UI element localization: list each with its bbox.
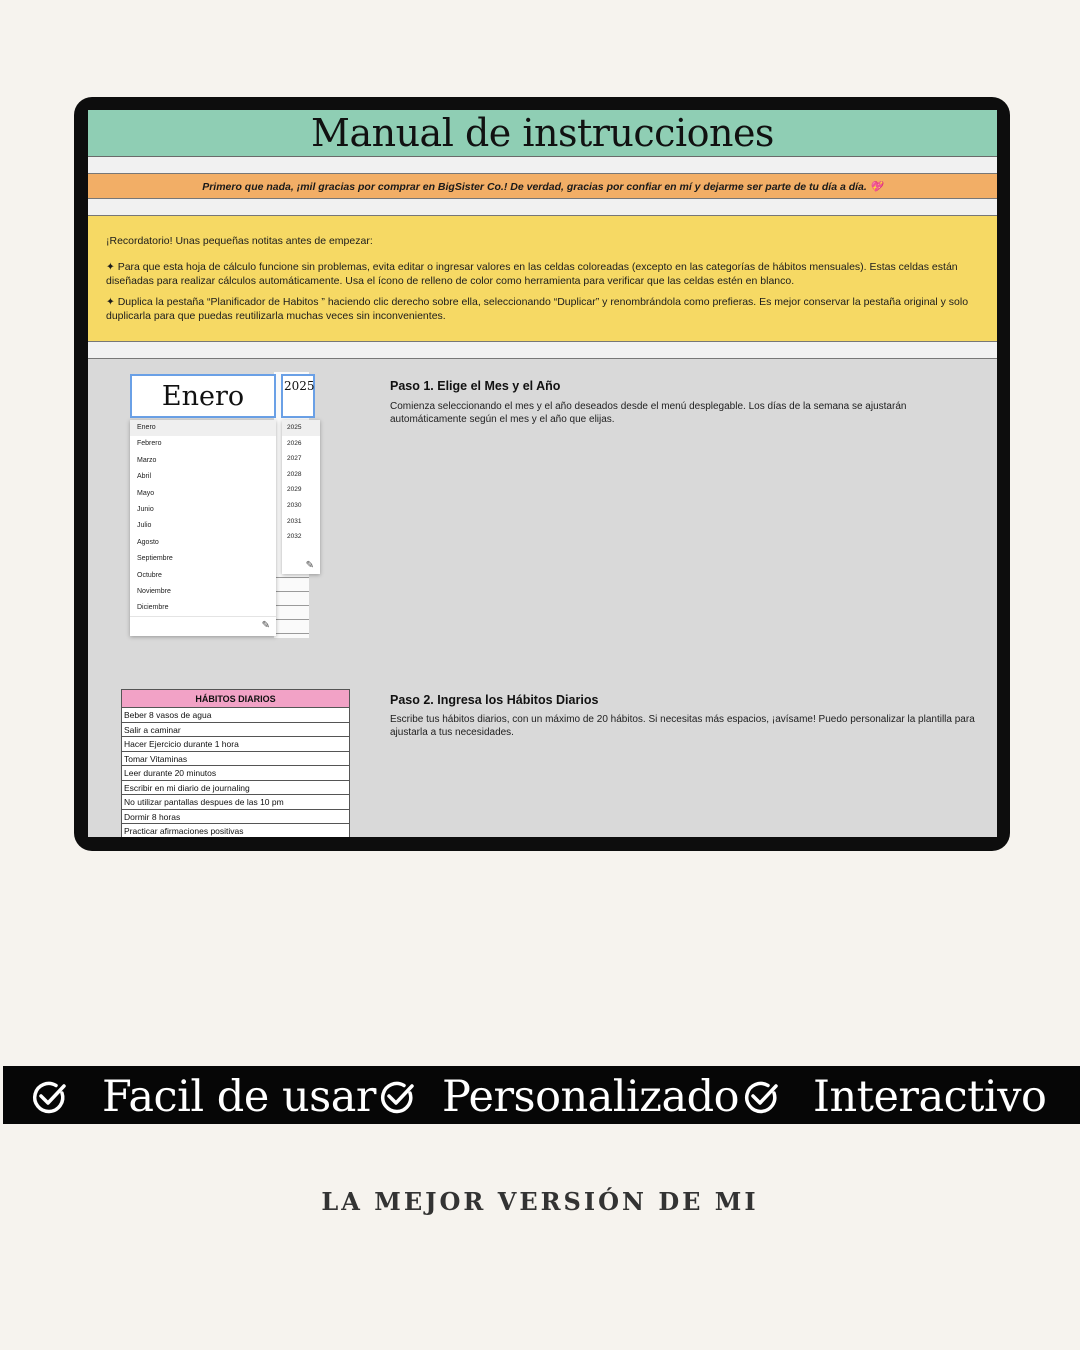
month-select[interactable]: Enero	[130, 374, 276, 418]
reminder-note-1: ✦ Para que esta hoja de cálculo funcione sin problemas, evita editar o ingresar valores en las celdas coloreadas (excepto en las categorías de hábitos mensuales). Estas celdas están diseñadas para realizar cálculos automáticamente. Usa el ícono de relleno de color como herramienta para verificar que las celdas estén en blanco.	[106, 261, 958, 287]
blank-row	[88, 157, 997, 174]
year-option[interactable]: 2027	[287, 455, 302, 463]
feature-label: Personalizado	[442, 1072, 739, 1122]
year-option[interactable]: 2030	[287, 501, 302, 509]
month-option[interactable]: Mayo	[137, 489, 155, 497]
thanks-banner	[88, 174, 997, 199]
step1-text: Comienza seleccionando el mes y el año deseados desde el menú desplegable. Los días de la semana se ajustarán automáticamente según el mes y el año que elijas.	[390, 401, 907, 425]
habit-cell[interactable]: Salir a caminar	[122, 723, 349, 738]
check-circle-icon	[741, 1077, 781, 1117]
habits-table	[121, 689, 350, 837]
month-option[interactable]: Septiembre	[137, 555, 173, 563]
steps-area	[88, 359, 997, 837]
habit-cell[interactable]: No utilizar pantallas despues de las 10 pm	[122, 795, 349, 810]
step2-text: Escribe tus hábitos diarios, con un máximo de 20 hábitos. Si necesitas más espacios, ¡avísame! Puedo personalizar la plantilla para ajustarla a tus necesidades.	[390, 714, 975, 738]
month-option[interactable]: Febrero	[137, 440, 162, 448]
blank-row	[88, 199, 997, 216]
year-option[interactable]: 2031	[287, 517, 302, 525]
dropdown-footer	[130, 616, 276, 636]
feature-label: Facil de usar	[102, 1072, 376, 1122]
habit-cell[interactable]: Leer durante 20 minutos	[122, 766, 349, 781]
year-option[interactable]: 2026	[287, 439, 302, 447]
date-dropdown-mock	[129, 372, 321, 638]
year-option[interactable]: 2025	[282, 420, 320, 436]
spreadsheet-screen	[88, 110, 997, 837]
feature-custom	[377, 1070, 739, 1124]
habits-table-header: HÁBITOS DIARIOS	[122, 690, 349, 708]
habit-cell[interactable]: Hacer Ejercicio durante 1 hora	[122, 737, 349, 752]
manual-title-bar	[88, 110, 997, 157]
sheet-gridline	[274, 591, 309, 592]
month-option[interactable]: Abril	[137, 473, 152, 481]
thanks-text: Primero que nada, ¡mil gracias por comprar en BigSister Co.! De verdad, gracias por confiar en mí y dejarme ser parte de tu día a día. 💖	[202, 180, 883, 193]
sheet-gridline	[274, 605, 309, 606]
blank-row	[88, 342, 997, 359]
month-option[interactable]: Agosto	[137, 538, 159, 546]
pencil-icon[interactable]: ✎	[261, 620, 270, 631]
month-option[interactable]: Noviembre	[137, 587, 171, 595]
habit-cell[interactable]: Dormir 8 horas	[122, 810, 349, 825]
reminder-box	[88, 216, 997, 342]
habit-cell[interactable]: Beber 8 vasos de agua	[122, 708, 349, 723]
year-option[interactable]: 2029	[287, 486, 302, 494]
sheet-gridline	[274, 577, 309, 578]
month-dropdown-list	[130, 420, 276, 636]
feature-easy	[29, 1070, 376, 1124]
reminder-note-2: ✦ Duplica la pestaña “Planificador de Habitos ” haciendo clic derecho sobre ella, seleccionando “Duplicar” y renombrándola como prefieras. Es mejor conservar la pestaña original y solo duplicarla para que puedas reutilizarla muchas veces sin inconvenientes.	[106, 296, 969, 322]
sheet-gridline	[274, 619, 309, 620]
year-option[interactable]: 2032	[287, 533, 302, 541]
step1-title: Paso 1. Elige el Mes y el Año	[390, 379, 561, 393]
habit-cell[interactable]: Practicar afirmaciones positivas	[122, 824, 349, 837]
habit-cell[interactable]: Tomar Vitaminas	[122, 752, 349, 767]
habit-cell[interactable]: Escribir en mi diario de journaling	[122, 781, 349, 796]
check-circle-icon	[29, 1077, 69, 1117]
month-option[interactable]: Julio	[137, 522, 152, 530]
pencil-icon[interactable]: ✎	[305, 560, 314, 571]
tagline: LA MEJOR VERSIÓN DE MI	[321, 1187, 759, 1216]
month-option[interactable]: Enero	[130, 420, 276, 436]
month-option[interactable]: Marzo	[137, 456, 157, 464]
year-dropdown-list	[282, 420, 320, 574]
month-option[interactable]: Diciembre	[137, 604, 169, 612]
reminder-intro: ¡Recordatorio! Unas pequeñas notitas antes de empezar:	[106, 235, 373, 247]
month-option[interactable]: Octubre	[137, 571, 162, 579]
month-option[interactable]: Junio	[137, 505, 154, 513]
feature-label: Interactivo	[813, 1072, 1047, 1122]
step2-title: Paso 2. Ingresa los Hábitos Diarios	[390, 693, 599, 707]
page-title: Manual de instrucciones	[311, 111, 774, 155]
feature-interactive	[741, 1070, 1046, 1124]
year-select[interactable]: 2025	[281, 374, 315, 418]
check-circle-icon	[377, 1077, 417, 1117]
sheet-gridline	[274, 633, 309, 634]
year-option[interactable]: 2028	[287, 470, 302, 478]
